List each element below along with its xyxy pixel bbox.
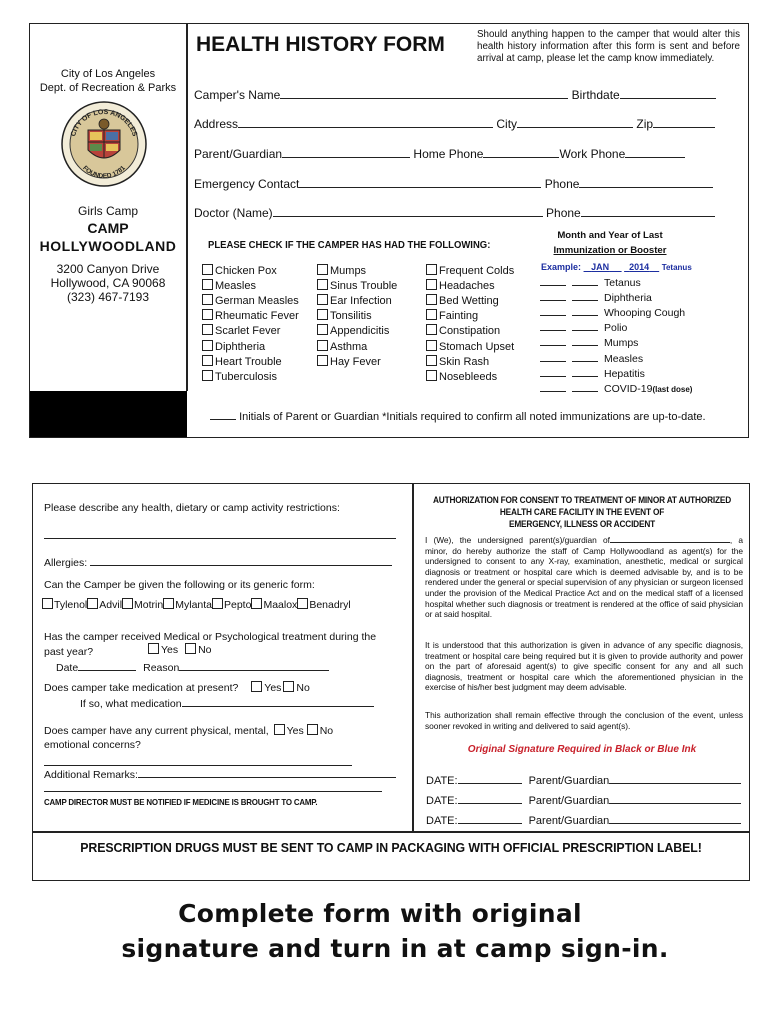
emergency-phone-field[interactable]: [579, 177, 713, 188]
immunization-year-field[interactable]: [572, 321, 598, 331]
lower-divider: [412, 483, 414, 831]
immunization-label: Measles: [604, 352, 644, 365]
medication-no-label: No: [296, 682, 310, 694]
condition-item[interactable]: [426, 279, 495, 292]
condition-item[interactable]: [202, 294, 299, 307]
parent-field[interactable]: [282, 147, 410, 158]
campers-name-row: [194, 88, 716, 102]
work-phone-label: Work Phone: [559, 147, 626, 161]
condition-label: Diphtheria: [215, 340, 266, 353]
authorization-title-1: AUTHORIZATION FOR CONSENT TO TREATMENT OF MINOR AT AUTHORIZED: [432, 495, 732, 505]
medication-label: Benadryl: [309, 599, 351, 611]
immunization-label: Diphtheria: [604, 292, 652, 305]
initials-field[interactable]: [210, 409, 236, 420]
emergency-label: Emergency Contact: [194, 177, 300, 191]
camp-address-line2: Hollywood, CA 90068: [50, 276, 166, 290]
condition-checkbox[interactable]: [426, 309, 437, 320]
date-reason-row: [56, 660, 329, 674]
covid-year-field[interactable]: [572, 382, 598, 392]
immunization-label: Tetanus: [604, 277, 641, 289]
immunization-label: Hepatitis: [604, 367, 645, 380]
medication-checkbox[interactable]: [42, 598, 53, 609]
svg-text:CITY OF LOS ANGELES: CITY OF LOS ANGELES: [70, 108, 138, 138]
black-block: [30, 391, 187, 437]
immunization-month-field[interactable]: [540, 367, 566, 377]
medication-checkbox[interactable]: [251, 598, 262, 609]
treatment-yes-checkbox[interactable]: [148, 643, 159, 654]
doctor-phone-field[interactable]: [581, 206, 715, 217]
if-so-row: [80, 696, 374, 710]
address-field[interactable]: [238, 117, 493, 128]
parent-row: [194, 147, 685, 161]
condition-label: Sinus Trouble: [330, 280, 398, 293]
medication-label: Pepto: [224, 599, 252, 611]
condition-checkbox[interactable]: [202, 340, 213, 351]
concerns-field[interactable]: [44, 755, 352, 766]
medication-yes-checkbox[interactable]: [251, 681, 262, 692]
medication-label: Tylenol: [54, 599, 88, 611]
condition-checkbox[interactable]: [317, 264, 328, 275]
medication-label: Motrin: [134, 599, 164, 611]
condition-item[interactable]: [317, 264, 366, 277]
condition-label: Constipation: [439, 325, 501, 338]
condition-checkbox[interactable]: [426, 355, 437, 366]
immunization-row: [540, 291, 652, 304]
camp-address-line1: 3200 Canyon Drive: [56, 262, 160, 276]
condition-label: Heart Trouble: [215, 355, 282, 368]
parent-guardian-label: Parent/Guardian: [528, 775, 610, 787]
condition-label: Nosebleeds: [439, 370, 498, 383]
signature-field[interactable]: [609, 793, 741, 804]
doctor-row: [194, 206, 715, 220]
minor-name-field[interactable]: [610, 535, 730, 543]
immunization-year-field[interactable]: [572, 306, 598, 316]
medication-checkbox[interactable]: [297, 598, 308, 609]
condition-checkbox[interactable]: [426, 340, 437, 351]
concerns-yes-checkbox[interactable]: [274, 724, 285, 735]
signature-row: [426, 813, 741, 827]
date-label: DATE:: [426, 775, 458, 787]
parent-guardian-label: Parent/Guardian: [528, 795, 610, 807]
treatment-no-checkbox[interactable]: [185, 643, 196, 654]
birthdate-field[interactable]: [620, 88, 716, 99]
remarks-row: [44, 767, 396, 781]
immunization-year-field[interactable]: [572, 336, 598, 346]
condition-item[interactable]: [426, 340, 514, 353]
condition-checkbox[interactable]: [426, 324, 437, 335]
medication-checkbox[interactable]: [163, 598, 174, 609]
dept-label: Dept. of Recreation & Parks: [39, 82, 177, 94]
emergency-field[interactable]: [299, 177, 541, 188]
address-label: Address: [194, 117, 239, 131]
initials-text: Initials of Parent or Guardian *Initials required to confirm all noted immunizations are up-to-date.: [239, 411, 706, 423]
immunization-row: [540, 367, 645, 380]
condition-item[interactable]: [202, 309, 299, 322]
signature-date-field[interactable]: [458, 773, 522, 784]
immunization-month-field[interactable]: [540, 306, 566, 316]
immunization-row: [540, 336, 638, 349]
footer-line-1: Complete form with original: [178, 899, 582, 928]
authorization-title-3: EMERGENCY, ILLNESS OR ACCIDENT: [509, 519, 655, 529]
condition-label: Skin Rash: [439, 355, 490, 368]
condition-label: Mumps: [330, 265, 367, 277]
immunization-year-field[interactable]: [572, 367, 598, 377]
immunization-label: Polio: [604, 322, 628, 335]
concerns-no-label: No: [319, 725, 334, 737]
immunization-label: Whooping Cough: [604, 307, 686, 320]
authorization-paragraph-3: This authorization shall remain effective through the conclusion of the event, unless sooner revoked in writing and delivered to said agent(s).: [425, 710, 743, 731]
form-title: HEALTH HISTORY FORM: [196, 33, 445, 56]
condition-checkbox[interactable]: [202, 370, 213, 381]
concerns-question: Does camper have any current physical, mental,: [44, 725, 269, 737]
medication-label: Advil: [99, 599, 123, 611]
signature-date-field[interactable]: [458, 813, 522, 824]
condition-checkbox[interactable]: [317, 294, 328, 305]
immunization-month-field[interactable]: [540, 352, 566, 362]
reason-label: Reason: [143, 662, 180, 674]
restrictions-field[interactable]: [44, 528, 396, 539]
girls-camp-label: Girls Camp: [77, 204, 138, 218]
condition-checkbox[interactable]: [202, 324, 213, 335]
condition-item[interactable]: [317, 355, 381, 368]
city-label: City of Los Angeles: [60, 68, 156, 80]
doctor-label: Doctor (Name): [194, 206, 273, 220]
authorization-title-2: HEALTH CARE FACILITY IN THE EVENT OF: [499, 507, 665, 517]
medication-checkbox[interactable]: [87, 598, 98, 609]
immunization-row: [540, 321, 627, 334]
medication-label: Mylanta: [175, 599, 212, 611]
signature-field[interactable]: [609, 813, 741, 824]
condition-item[interactable]: [317, 294, 392, 307]
covid-month-field[interactable]: [540, 382, 566, 392]
medication-question: Does camper take medication at present?: [44, 682, 239, 694]
remarks-field-2[interactable]: [44, 781, 382, 792]
condition-item[interactable]: [202, 370, 277, 383]
city-field-label: City: [496, 117, 518, 131]
prescription-notice: PRESCRIPTION DRUGS MUST BE SENT TO CAMP IN PACKAGING WITH OFFICIAL PRESCRIPTION LABEL!: [80, 840, 702, 855]
immunization-year-field[interactable]: [572, 352, 598, 362]
address-row: [194, 117, 715, 131]
authorization-body: a minor, do hereby authorize the staff of Camp Hollywoodland as agent(s) for the undersigned to consent to any X-ray, examination, anesthetic, medical or surgical diagnosis or treatment or hospital care which is deemed advisable by, and is to be rendered under the general or special supervision of any physician or surgeon licensed under the provision of the Medical Practice Act and on the medical staff of a licensed hospital whether such diagnosis or treatment is rendered at the office of said physician or at said hospital.: [425, 535, 743, 620]
condition-label: Chicken Pox: [215, 265, 277, 277]
condition-checkbox[interactable]: [317, 279, 328, 290]
treatment-yes-label: Yes: [161, 644, 179, 656]
home-phone-field[interactable]: [483, 147, 559, 158]
condition-checkbox[interactable]: [426, 294, 437, 305]
condition-checkbox[interactable]: [202, 309, 213, 320]
immunization-month-field[interactable]: [540, 321, 566, 331]
treatment-date-field[interactable]: [78, 660, 136, 671]
condition-label: Appendicitis: [330, 325, 390, 338]
condition-label: Fainting: [439, 310, 479, 323]
campers-name-field[interactable]: [280, 88, 568, 99]
medication-question-row: [44, 681, 310, 694]
remarks-field[interactable]: [138, 767, 396, 778]
authorization-paragraph-1: I (We), the undersigned parent(s)/guardian of , a minor, do hereby authorize the staff of Camp Hollywoodland as agent(s) for the undersigned to consent to any X-ray, examination, anesthetic, medical or surgical diagnosis or treatment or hospital care which is deemed advisable by, and is to be rendered under the general or special supervision of any physician or surgeon licensed under the provision of the Medical Practice Act and on the medical staff of a licensed hospital whether such diagnosis or treatment is rendered at the office of said physician or at said hospital.: [425, 535, 743, 620]
director-note: CAMP DIRECTOR MUST BE NOTIFIED IF MEDICINE IS BROUGHT TO CAMP.: [44, 797, 318, 807]
immunization-example: [541, 262, 692, 272]
immunization-row: [540, 352, 643, 365]
condition-checkbox[interactable]: [202, 355, 213, 366]
parent-label: Parent/Guardian: [194, 147, 283, 161]
immunization-year-field[interactable]: [572, 291, 598, 301]
parent-guardian-label: Parent/Guardian: [528, 815, 610, 827]
treatment-no-label: No: [198, 644, 212, 656]
signature-row: [426, 793, 741, 807]
condition-label: Tuberculosis: [215, 370, 277, 383]
immunization-heading-1: Month and Year of Last: [557, 230, 663, 241]
medication-no-checkbox[interactable]: [283, 681, 294, 692]
condition-label: Scarlet Fever: [215, 325, 281, 338]
svg-text:FOUNDED 1781: FOUNDED 1781: [81, 164, 127, 181]
immunization-month-field[interactable]: [540, 276, 566, 286]
condition-label: Hay Fever: [330, 355, 381, 368]
treatment-question-2: past year?: [44, 646, 94, 658]
treatment-question: Has the camper received Medical or Psychological treatment during the: [44, 631, 377, 643]
check-heading: PLEASE CHECK IF THE CAMPER HAS HAD THE FOLLOWING:: [208, 240, 491, 251]
condition-item[interactable]: [202, 264, 277, 277]
zip-field[interactable]: [653, 117, 715, 128]
condition-label: German Measles: [215, 295, 299, 308]
generic-question: Can the Camper be given the following or its generic form:: [44, 579, 315, 591]
example-year: 2014: [629, 262, 650, 272]
condition-checkbox[interactable]: [317, 309, 328, 320]
immunization-row: [540, 276, 641, 289]
work-phone-field[interactable]: [625, 147, 685, 158]
immunization-heading-2: Immunization or Booster: [553, 245, 667, 256]
covid-note: (last dose): [652, 385, 693, 394]
condition-item[interactable]: [317, 340, 367, 353]
example-vaccine: Tetanus: [661, 263, 692, 272]
condition-checkbox[interactable]: [426, 370, 437, 381]
allergies-row: [44, 555, 392, 569]
condition-checkbox[interactable]: [317, 324, 328, 335]
signature-note: Original Signature Required in Black or Blue Ink: [467, 744, 697, 755]
doctor-phone-label: Phone: [546, 206, 581, 220]
remarks-label: Additional Remarks:: [44, 769, 138, 781]
immunization-month-field[interactable]: [540, 336, 566, 346]
condition-label: Rheumatic Fever: [215, 310, 299, 323]
condition-label: Frequent Colds: [439, 265, 515, 277]
condition-label: Bed Wetting: [439, 295, 499, 308]
concerns-question-2: emotional concerns?: [44, 739, 141, 751]
condition-label: Measles: [215, 280, 256, 293]
condition-item[interactable]: [317, 309, 372, 322]
condition-item[interactable]: [317, 324, 389, 337]
signature-field[interactable]: [609, 773, 741, 784]
condition-label: Headaches: [439, 280, 495, 293]
prescription-divider: [32, 831, 750, 833]
condition-checkbox[interactable]: [202, 294, 213, 305]
city-field[interactable]: [517, 117, 633, 128]
condition-checkbox[interactable]: [317, 340, 328, 351]
condition-checkbox[interactable]: [426, 279, 437, 290]
zip-label: Zip: [636, 117, 654, 131]
concerns-no-checkbox[interactable]: [307, 724, 318, 735]
condition-item[interactable]: [426, 309, 478, 322]
condition-item[interactable]: [202, 324, 280, 337]
authorization-lead: I (We), the undersigned parent(s)/guardian of: [425, 535, 610, 545]
immunization-label: Mumps: [604, 337, 639, 350]
home-phone-label: Home Phone: [413, 147, 484, 161]
immunization-row: [540, 306, 685, 319]
condition-checkbox[interactable]: [202, 279, 213, 290]
form-update-note: Should anything happen to the camper that would alter this health history information after this form is sent and before arrival at camp, please let the camp know immediately.: [477, 29, 740, 64]
if-so-label: If so, what medication: [80, 698, 182, 710]
condition-item[interactable]: [202, 279, 256, 292]
condition-item[interactable]: [426, 264, 514, 277]
camp-name-line1: CAMP: [87, 220, 129, 236]
date-label: DATE:: [426, 795, 458, 807]
medication-name-field[interactable]: [182, 696, 374, 707]
condition-label: Tonsilitis: [330, 310, 372, 323]
restrictions-label: Please describe any health, dietary or camp activity restrictions:: [44, 502, 340, 514]
doctor-field[interactable]: [273, 206, 543, 217]
allergies-label: Allergies:: [44, 557, 88, 569]
signature-row: [426, 773, 741, 787]
condition-label: Stomach Upset: [439, 340, 515, 353]
emergency-phone-label: Phone: [544, 177, 580, 191]
medication-checkbox[interactable]: [122, 598, 133, 609]
footer-line-2: signature and turn in at camp sign-in.: [121, 934, 669, 963]
immunization-year-field[interactable]: [572, 276, 598, 286]
condition-item[interactable]: [426, 324, 500, 337]
condition-checkbox[interactable]: [317, 355, 328, 366]
camp-phone: (323) 467-7193: [66, 290, 150, 304]
allergies-field[interactable]: [90, 555, 392, 566]
condition-checkbox[interactable]: [202, 264, 213, 275]
emergency-row: [194, 177, 713, 191]
example-month: JAN: [591, 262, 610, 272]
condition-label: Asthma: [330, 340, 368, 353]
medication-yes-label: Yes: [264, 682, 282, 694]
example-label: Example:: [541, 262, 582, 272]
immunization-month-field[interactable]: [540, 291, 566, 301]
initials-row: [210, 409, 706, 423]
concerns-yes-label: Yes: [286, 725, 304, 737]
condition-item[interactable]: [426, 370, 497, 383]
treatment-yes-no: [148, 643, 212, 656]
date-label: DATE:: [426, 815, 458, 827]
camp-name-line2: HOLLYWOODLAND: [39, 238, 177, 254]
condition-item[interactable]: [202, 340, 265, 353]
condition-item[interactable]: [202, 355, 282, 368]
treatment-reason-field[interactable]: [179, 660, 329, 671]
condition-checkbox[interactable]: [426, 264, 437, 275]
concerns-question-row: [44, 724, 333, 737]
birthdate-label: Birthdate: [571, 88, 620, 102]
date-label: Date: [56, 662, 79, 674]
authorization-paragraph-2: It is understood that this authorization is given in advance of any specific diagnosis, treatment or hospital care being required but it is given to provide authority and power on the part of aforesaid agent(s) to give specific consent for any and all such diagnosis, treatment or hospital care which the aforementioned physician in the exercise of his/her best judgment may deem advisable.: [425, 640, 743, 693]
signature-date-field[interactable]: [458, 793, 522, 804]
condition-item[interactable]: [426, 355, 489, 368]
condition-label: Ear Infection: [330, 295, 392, 308]
condition-item[interactable]: [317, 279, 397, 292]
medication-label: Maalox: [263, 599, 298, 611]
city-seal-logo: [60, 100, 148, 188]
medication-checkbox[interactable]: [212, 598, 223, 609]
covid-label: COVID-19: [604, 383, 653, 395]
campers-name-label: Camper's Name: [194, 88, 281, 102]
medication-options: [42, 598, 351, 611]
condition-item[interactable]: [426, 294, 499, 307]
left-column-divider: [186, 23, 188, 391]
immunization-row-covid: [540, 382, 692, 395]
